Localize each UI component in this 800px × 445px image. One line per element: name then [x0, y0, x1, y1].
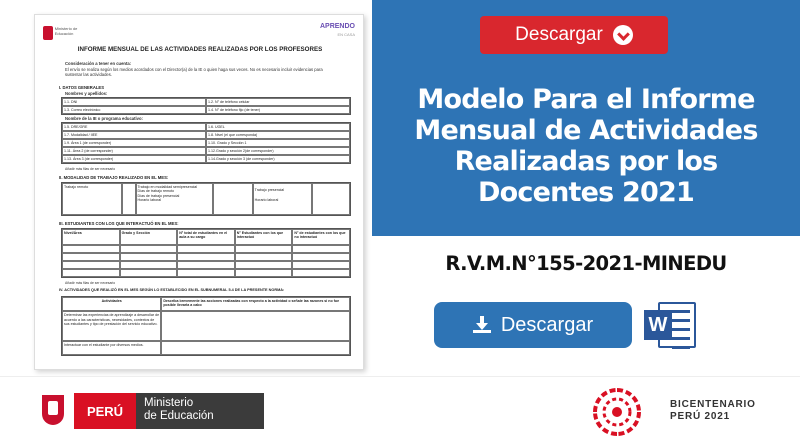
ministry-line-1: Ministerio: [144, 397, 194, 409]
section-4-label: IV. ACTIVIDADES QUE REALIZÓ EN EL MES SEGÚN LO ESTABLECIDO EN EL SUBNUMERAL 5.4 DE LA PRESENTE NORMA:: [59, 288, 285, 292]
remote-days-label: Días de trabajo remoto: [137, 189, 175, 194]
document-preview-area: [0, 0, 370, 376]
download-button-bottom-label: Descargar: [500, 313, 594, 336]
table-cell: [122, 183, 136, 215]
title-line-4: Docentes 2021: [478, 177, 694, 208]
table-row: [62, 229, 350, 245]
table-cell: [292, 253, 350, 261]
table-cell: [120, 269, 178, 277]
table-cell: [213, 183, 253, 215]
table-cell: [253, 183, 313, 215]
table-cell: Trabajo remoto: [62, 183, 122, 215]
table-header: Actividades: [62, 297, 161, 311]
semipresencial-label: Trabajo en modalidad semipresencial: [137, 185, 198, 189]
peru-shield-icon: [43, 26, 53, 40]
table-row: [62, 123, 350, 131]
bicentenario-emblem-icon: [590, 385, 644, 439]
page-title: [386, 84, 786, 208]
ie-table: [61, 122, 351, 164]
table-cell: 1.1. DNI: [62, 98, 206, 106]
section-4-table: [61, 296, 351, 356]
table-cell: 1.12.Grado y sección 2(de corresponder): [206, 147, 350, 155]
aprendo-label: APRENDO: [319, 23, 355, 30]
section-3-label: III. ESTUDIANTES CON LOS QUE INTERACTUÓ EN EL MES:: [59, 221, 179, 226]
download-button-top-label: Descargar: [515, 24, 603, 45]
table-cell: [177, 245, 235, 253]
section-1-label: I. DATOS GENERALES: [59, 85, 104, 90]
table-cell: [62, 261, 120, 269]
table-cell: [235, 253, 293, 261]
table-cell: 1.5. DRE/GRE: [62, 123, 206, 131]
table-cell: [177, 261, 235, 269]
title-box: [372, 56, 800, 236]
table-cell: [161, 341, 350, 355]
table-cell: [292, 245, 350, 253]
add-rows-note-2: Añadir más filas de ser necesario: [65, 281, 116, 285]
table-header: Describa brevemente las acciones realizadas con respecto a la actividad o señale las razones si no fue posible llevarla a cabo: [161, 297, 350, 311]
table-row: [62, 98, 350, 106]
table-cell: [120, 261, 178, 269]
resolution-number: R.V.M.N°155-2021-MINEDU: [445, 252, 727, 275]
table-cell: 1.6. UGEL: [206, 123, 350, 131]
aprendo-sub: EN CASA: [337, 32, 355, 37]
table-cell: Interactuar con el estudiante por diversos medios.: [62, 341, 161, 355]
table-cell: 1.3. Correo electrónico: [62, 106, 206, 114]
table-row: [62, 297, 350, 311]
table-cell: 1.9. Área 1 (de corresponder): [62, 139, 206, 147]
table-cell: [161, 311, 350, 341]
title-line-3: Realizadas por los: [454, 146, 718, 177]
bicentenario-text: [670, 399, 756, 423]
section-1-table: [61, 97, 351, 115]
table-row: [62, 183, 350, 215]
table-row: [62, 253, 350, 261]
presential-label: Trabajo presencial: [254, 188, 285, 192]
table-header: Grado y Sección: [120, 229, 178, 245]
table-cell: 1.8. Nivel (el que corresponda): [206, 131, 350, 139]
table-cell: [312, 183, 350, 215]
table-cell: [62, 245, 120, 253]
word-letter: W: [644, 310, 672, 340]
table-cell: [235, 261, 293, 269]
table-cell: [120, 253, 178, 261]
table-row: [62, 341, 350, 355]
table-cell: [177, 253, 235, 261]
table-row: [62, 106, 350, 114]
consideration-title: Consideración a tener en cuenta:: [65, 61, 132, 66]
table-cell: [235, 245, 293, 253]
table-cell: [136, 183, 213, 215]
section-3-table: [61, 228, 351, 278]
doc-title: INFORME MENSUAL DE LAS ACTIVIDADES REALIZADAS POR LOS PROFESORES: [77, 46, 323, 53]
table-cell: [292, 261, 350, 269]
word-document-icon[interactable]: [644, 298, 698, 352]
download-icon: [473, 316, 491, 334]
peru-label: PERÚ: [74, 393, 136, 429]
table-cell: [62, 269, 120, 277]
table-row: [62, 155, 350, 163]
title-line-2: Mensual de Actividades: [414, 115, 758, 146]
table-cell: 1.14.Grado y sección 3 (de corresponder): [206, 155, 350, 163]
table-row: [62, 139, 350, 147]
download-button-bottom[interactable]: [434, 302, 632, 348]
chevron-down-icon: [613, 25, 633, 45]
schedule-label: Horario laboral: [137, 198, 162, 203]
bicentenario-line-1: BICENTENARIO: [670, 399, 756, 410]
footer: [0, 376, 800, 445]
ie-label: Nombre de la IE o programa educativo:: [65, 116, 143, 121]
table-cell: [235, 269, 293, 277]
ministry-label: [136, 393, 264, 429]
table-cell: 1.2. N° de teléfono celular: [206, 98, 350, 106]
document-preview: [34, 14, 364, 370]
table-cell: 1.13. Área 3 (de corresponder): [62, 155, 206, 163]
table-cell: 1.4. N° de teléfono fijo (de tener): [206, 106, 350, 114]
table-header: N° Estudiantes con los que interactuó: [235, 229, 293, 245]
title-line-1: Modelo Para el Informe: [417, 84, 755, 115]
table-row: [62, 261, 350, 269]
table-row: [62, 245, 350, 253]
table-cell: 1.7. Modalidad / IIEE: [62, 131, 206, 139]
ministry-line-2: de Educación: [144, 410, 214, 422]
table-header: Nivel/Área: [62, 229, 120, 245]
aprendo-en-casa-logo: [320, 23, 355, 39]
table-row: [62, 147, 350, 155]
schedule-label-2: Horario laboral: [254, 198, 279, 202]
add-rows-note: Añadir más filas de ser necesario: [65, 167, 116, 171]
download-button-top[interactable]: [480, 16, 668, 54]
consideration-text: El envío se realiza según los medios acordados con el Director(a) de la IE o quien haga sus veces. No es necesario incluir evidencias para sustentar las actividades.: [65, 67, 323, 78]
table-cell: [177, 269, 235, 277]
table-header: N° de estudiantes con los que no interactuó: [292, 229, 350, 245]
table-row: [62, 311, 350, 341]
minedu-logo: [43, 26, 89, 40]
bicentenario-logo: [590, 385, 790, 439]
table-cell: [62, 253, 120, 261]
doc-header: [43, 23, 357, 45]
table-row: [62, 269, 350, 277]
bicentenario-line-2: PERÚ 2021: [670, 411, 731, 422]
table-cell: [120, 245, 178, 253]
info-panel: [372, 0, 800, 376]
names-label: Nombres y apellidos:: [65, 91, 108, 96]
minedu-footer-logo: [38, 393, 268, 429]
table-row: [62, 131, 350, 139]
table-header: N° total de estudiantes en el aula a su cargo: [177, 229, 235, 245]
table-cell: 1.11. Área 2 (de corresponder): [62, 147, 206, 155]
section-2-label: II. MODALIDAD DE TRABAJO REALIZADO EN EL MES:: [59, 175, 169, 180]
table-cell: Determinar las experiencias de aprendizaje a desarrollar de acuerdo a las características, necesidades, contextos de sus estudiantes y tipo de prestación del servicio educativo.: [62, 311, 161, 341]
table-cell: [292, 269, 350, 277]
presential-days-label: Días de trabajo presencial: [137, 193, 180, 198]
peru-coat-of-arms-icon: [38, 393, 68, 429]
section-2-table: [61, 182, 351, 216]
table-cell: 1.10. Grado y Sección 1: [206, 139, 350, 147]
doc-header-logo-text: Ministerio de Educación: [54, 26, 78, 36]
